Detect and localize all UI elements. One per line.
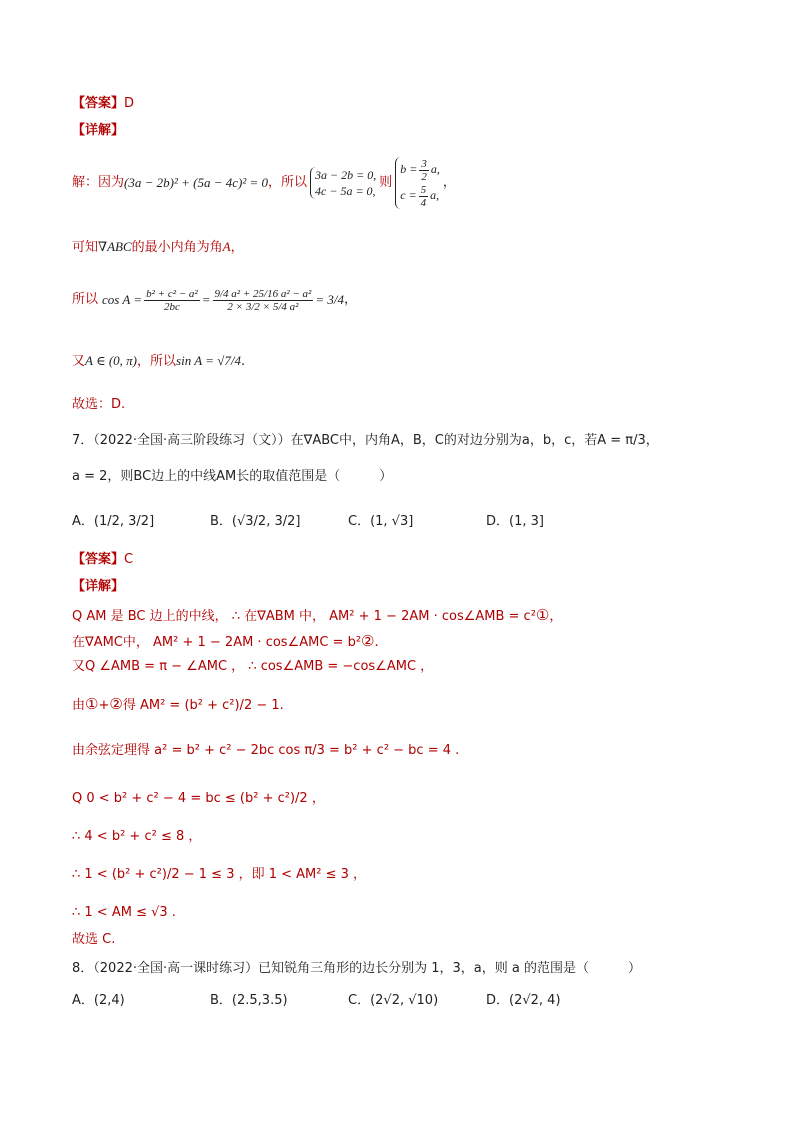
q8-option-b: B．(2.5,3.5) xyxy=(210,993,288,1008)
q7-solution-line7: ∴ 4 < b² + c² ≤ 8 ， xyxy=(72,829,202,844)
system2-row2: c = $\frac{5}{4}$ a, xyxy=(400,183,440,209)
q6-answer-line xyxy=(72,95,134,113)
q7-choose: 故选 C. xyxy=(72,932,116,947)
q8-option-c: C．(2√2, √10) xyxy=(348,993,439,1008)
q7-answer-line: 【答案】C xyxy=(72,552,134,567)
q7-option-d: D．(1, 3] xyxy=(486,514,544,529)
q8-option-d: D．(2√2, 4) xyxy=(486,993,561,1008)
q7-solution-line3: 又Q ∠AMB = π − ∠AMC ， ∴ cos∠AMB = −cos∠AMC ， xyxy=(72,659,434,674)
q7-option-b: B．(√3/2, 3/2] xyxy=(210,514,301,529)
q7-solution-line8: ∴ 1 < (b² + c²)/2 − 1 ≤ 3 ，即 1 < AM² ≤ 3 ， xyxy=(72,867,367,882)
q7-solution-line6: Q 0 < b² + c² − 4 = bc ≤ (b² + c²)/2 ， xyxy=(72,791,325,806)
equation-system-1 xyxy=(310,167,376,199)
solution-mid: ，所以 xyxy=(268,175,308,190)
answer-value: D xyxy=(124,96,135,111)
solution-prefix: 解：因为 xyxy=(72,175,125,190)
q8-stem: 8．（2022·全国·高一课时练习）已知锐角三角形的边长分别为 1，3，a，则 a 的范围是（ ） xyxy=(72,961,641,976)
q7-option-c: C．(1, √3] xyxy=(348,514,414,529)
answer-tag: 【答案】 xyxy=(72,96,125,111)
detail-tag: 【详解】 xyxy=(72,123,125,138)
q7-solution-line2: 在∇AMC中， AM² + 1 − 2AM · cos∠AMC = b²②. xyxy=(72,632,379,650)
solution-equation: (3a − 2b)² + (5a − 4c)² = 0 xyxy=(124,175,268,190)
system1-row1: 3a − 2b = 0, xyxy=(315,168,377,182)
equation-system-2 xyxy=(395,157,440,209)
q7-detail-tag: 【详解】 xyxy=(72,579,125,594)
q8-option-a: A．(2,4) xyxy=(72,993,125,1008)
q7-solution-line9: ∴ 1 < AM ≤ √3 . xyxy=(72,905,176,920)
q6-min-angle-line: 可知∇ABC的最小内角为角A， xyxy=(72,239,244,255)
q7-option-a: A．(1/2, 3/2] xyxy=(72,514,155,529)
system2-row1: b = $\frac{3}{2}$ a, xyxy=(400,158,440,183)
q7-stem-line1: 7．（2022·全国·高三阶段练习（文））在∇ABC中，内角A，B，C的对边分别为a，b，c，若A = π/3， xyxy=(72,433,659,448)
q6-sin-line: 又A ∈ (0, π)，所以sin A = √7/4. xyxy=(72,353,246,369)
system1-row2: 4c − 5a = 0, xyxy=(315,184,376,198)
q6-choose: 故选：D. xyxy=(72,397,126,412)
q6-cos-line: 所以 cos A = $\frac{\text{b² + c² − a²}}{2bc}$ = $\frac{\text{9/4 a² + 25/16 a² − a²}}{\text{2 × 3/2 × 5/4 a²}}$ = 3/4 ， xyxy=(72,287,358,313)
solution-then: 则 xyxy=(379,175,393,190)
q7-solution-line1: Q AM 是 BC 边上的中线， ∴ 在∇ABM 中， AM² + 1 − 2AM · cos∠AMB = c²①， xyxy=(72,606,563,624)
q7-stem-line2: a = 2，则BC边上的中线AM长的取值范围是（ ） xyxy=(72,469,393,484)
q7-solution-line5: 由余弦定理得 a² = b² + c² − 2bc cos π/3 = b² + c² − bc = 4 . xyxy=(72,743,460,758)
q6-solution-line: 解：因为 (3a − 2b)² + (5a − 4c)² = 0 ，所以 3a − 2b = 0, 4c − 5a = 0, 则 b = $\frac{3}{2}$ a, c = $\frac{5}{4}$ a, ， xyxy=(72,155,456,211)
q7-solution-line4: 由①+②得 AM² = (b² + c²)/2 − 1. xyxy=(72,695,284,713)
q6-detail-tag xyxy=(72,122,124,140)
